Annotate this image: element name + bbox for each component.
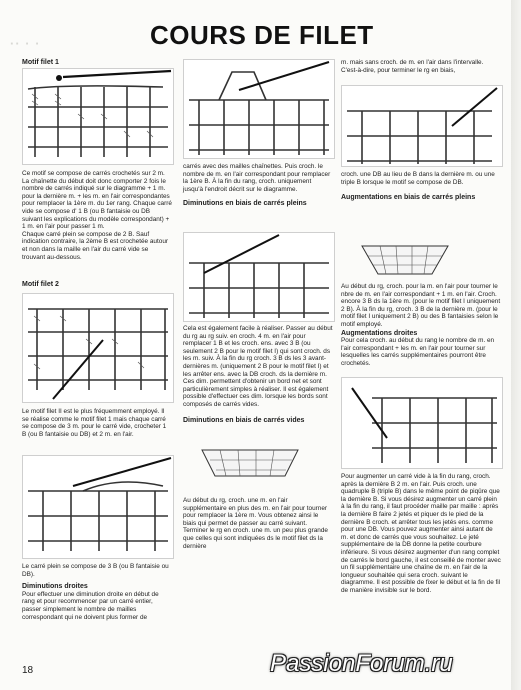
- heading-augmentations-droites: Augmentations droites: [341, 329, 418, 337]
- column-3-text-a: [341, 59, 501, 74]
- column-1-text-c: [22, 563, 172, 621]
- column-3-text-d: [341, 473, 501, 595]
- figure-motif-filet-1: [22, 68, 174, 165]
- diagram-diminutions-vides: [200, 440, 300, 480]
- paragraph: Pour augmenter un carré vide à la fin du rang, croch. après la dernière B 2 m. en l'air. Puis croch. une quadruple B (triple B) dans le même point de piqûre que la dernière B. Si vous désirez augmenter un carré plein à la fin du rang, il faut procéder maille par maille : après la dernière B faire 2 jetés et piquer ds le pied de la dernière B croch. et arrêter tous les jetés ens. comme pour une DB. Vous pouvez augmenter ainsi autant de m. et donc de carrés que vous souhaitez. Le jeté supplémentaire de la DB donne la petite courbure inférieure. Si vous désirez augmenter d'un rang complet de carrés le bord gauche, il est conseillé de monter avec un fil supplémentaire une chaîne de m. en l'air de la longueur souhaitée qui sera croch. suivant le diagramme. Il est possible de fixer le début et la fin de fil de manière invisible sur le bord.: [341, 473, 501, 594]
- heading-augmentations-pleins: Augmentations en biais de carrés pleins: [341, 194, 476, 202]
- paragraph: C'est-à-dire, pour terminer le rg en biais,: [341, 66, 456, 74]
- column-1-text-a: [22, 170, 172, 261]
- paragraph: Ce motif se compose de carrés crochetés sur 2 m. La chaînette du début doit donc comporter 2 fois le nombre de carrés indiqué sur le diagramme + 1 m. pour la dernière m. + les m. en l'air correspondantes pour remplacer la 1ère m. du 1er rang. Chaque carré vide se compose d' 1 B (ou B fantaisie ou DB suivant les explications du modèle correspondant) + 1 m. en l'air pour passer 1 m.: [22, 170, 172, 231]
- paragraph: Cela est également facile à réaliser. Passer au début du rg au rg suiv. en croch. 4 m. en l'air pour remplacer 1 B et les croch. ens. avec 3 B (ou seulement 2 B pour le motif filet I) qui sont croch. ds les m. suiv. À la fin du rg croch. 3 B ds les 3 avant-dernières m. (uniquement 2 B pour le motif filet I) et les arrêter ens. avec la DB croch. ds la dernière m. Ces dim. permettent d'obtenir un bord net et sont particulièrement simples à réaliser. Il est également possible d'effectuer ces dim. lorsque les bords sont composés de carrés vides.: [183, 325, 333, 408]
- filet-diagram: [200, 440, 300, 480]
- paragraph: croch. une DB au lieu de B dans la dernière m. ou une triple B lorsque le motif se compose de DB.: [341, 171, 495, 186]
- paragraph: m. mais sans croch. de m. en l'air dans l'intervalle.: [341, 59, 484, 66]
- figure-diminutions-pleins: [183, 232, 335, 322]
- crochet-hook-icon: [184, 60, 334, 158]
- column-1-text-b: [22, 408, 172, 438]
- figure-column-2-top: [183, 59, 335, 159]
- heading-diminutions-pleins: Diminutions en biais de carrés pleins: [183, 200, 307, 208]
- filet-diagram: [360, 242, 450, 277]
- crochet-hook-icon: [342, 378, 502, 468]
- heading-diminutions-vides: Diminutions en biais de carrés vides: [183, 416, 305, 424]
- paragraph: carrés avec des mailles chaînettes. Puis croch. le nombre de m. en l'air correspondant pour remplacer la 1ère B. À la fin du rang, croch. uniquement jusqu'à l'endroit décrit sur le diagramme.: [183, 163, 331, 193]
- paragraph: Chaque carré plein se compose de 2 B. Sauf indication contraire, la 2ème B est crochetée autour et non dans la maille en l'air du carré vide se trouvant au-dessous.: [22, 230, 169, 261]
- column-1-heading-2: [22, 281, 172, 289]
- figure-augmentations-droites: [341, 377, 503, 469]
- column-3-text-c: [341, 283, 501, 368]
- crochet-hook-icon: [184, 233, 334, 321]
- column-2-text-a: [183, 163, 333, 208]
- figure-diminutions: [22, 455, 174, 559]
- crochet-hook-icon: [342, 86, 502, 166]
- paragraph: Au début du rg, croch. une m. en l'air supplémentaire en plus des m. en l'air pour tourner pour remplacer la 1ère m. Vous obtenez ainsi le biais qui permet de passer au carré suivant. Terminer le rg en croch. une m. un peu plus grande que celles qui sont indiquées ds le motif filet ds la dernière: [183, 497, 328, 550]
- paragraph: Le carré plein se compose de 3 B (ou B fantaisie ou DB).: [22, 563, 169, 578]
- paragraph: Pour effectuer une diminution droite en début de rang et pour recommencer par un carré entier, passer simplement le nombre de mailles correspondant qui ne doivent plus former de: [22, 590, 159, 621]
- figure-motif-filet-2: [22, 293, 174, 403]
- column-3-text-b: [341, 171, 501, 202]
- crochet-hook-icon: [23, 69, 173, 164]
- paragraph: Pour cela croch. au début du rang le nombre de m. en l'air correspondant + les m. en l'air pour tourner sur lesquelles les carrés supplémentaires pourront être crochetés.: [341, 337, 495, 367]
- page-number: 18: [22, 665, 34, 676]
- page-title: COURS DE FILET: [150, 20, 374, 50]
- diagram-augmentations-pleins: [360, 242, 450, 277]
- paragraph: Le motif filet II est le plus fréquemment employé. Il se réalise comme le motif filet 1 mais chaque carré se compose de 3 m. pour le carré vide, crocheter 1 B (ou B fantaisie ou DB) et 2 m. en l'air.: [22, 408, 167, 438]
- crochet-hook-icon: [23, 456, 173, 558]
- paragraph: Au début du rg, croch. pour la m. en l'air pour tourner le nbre de m. en l'air correspondant + 1 m. en l'air. Croch. encore 3 B ds la 1ère m. (pour le motif filet I uniquement 2 B). À la fin du rg, croch. 3 B de la dernière m. (pour le motif filet I uniquement 2 B) ou des B fantaisies selon le motif employé.: [341, 283, 501, 328]
- bleed-through-text: ·· · ·: [10, 36, 41, 51]
- heading-motif-filet-1: Motif filet 1: [22, 59, 59, 66]
- column-2-text-b: [183, 325, 333, 424]
- heading-motif-filet-2: Motif filet 2: [22, 281, 59, 288]
- watermark: PassionForum.ru: [270, 650, 453, 677]
- crochet-hook-icon: [23, 294, 173, 402]
- scan-edge: [511, 0, 521, 690]
- column-2-text-c: [183, 497, 333, 550]
- figure-column-3-top: [341, 85, 503, 167]
- column-1: [22, 59, 172, 67]
- heading-diminutions-droites: Diminutions droites: [22, 583, 88, 591]
